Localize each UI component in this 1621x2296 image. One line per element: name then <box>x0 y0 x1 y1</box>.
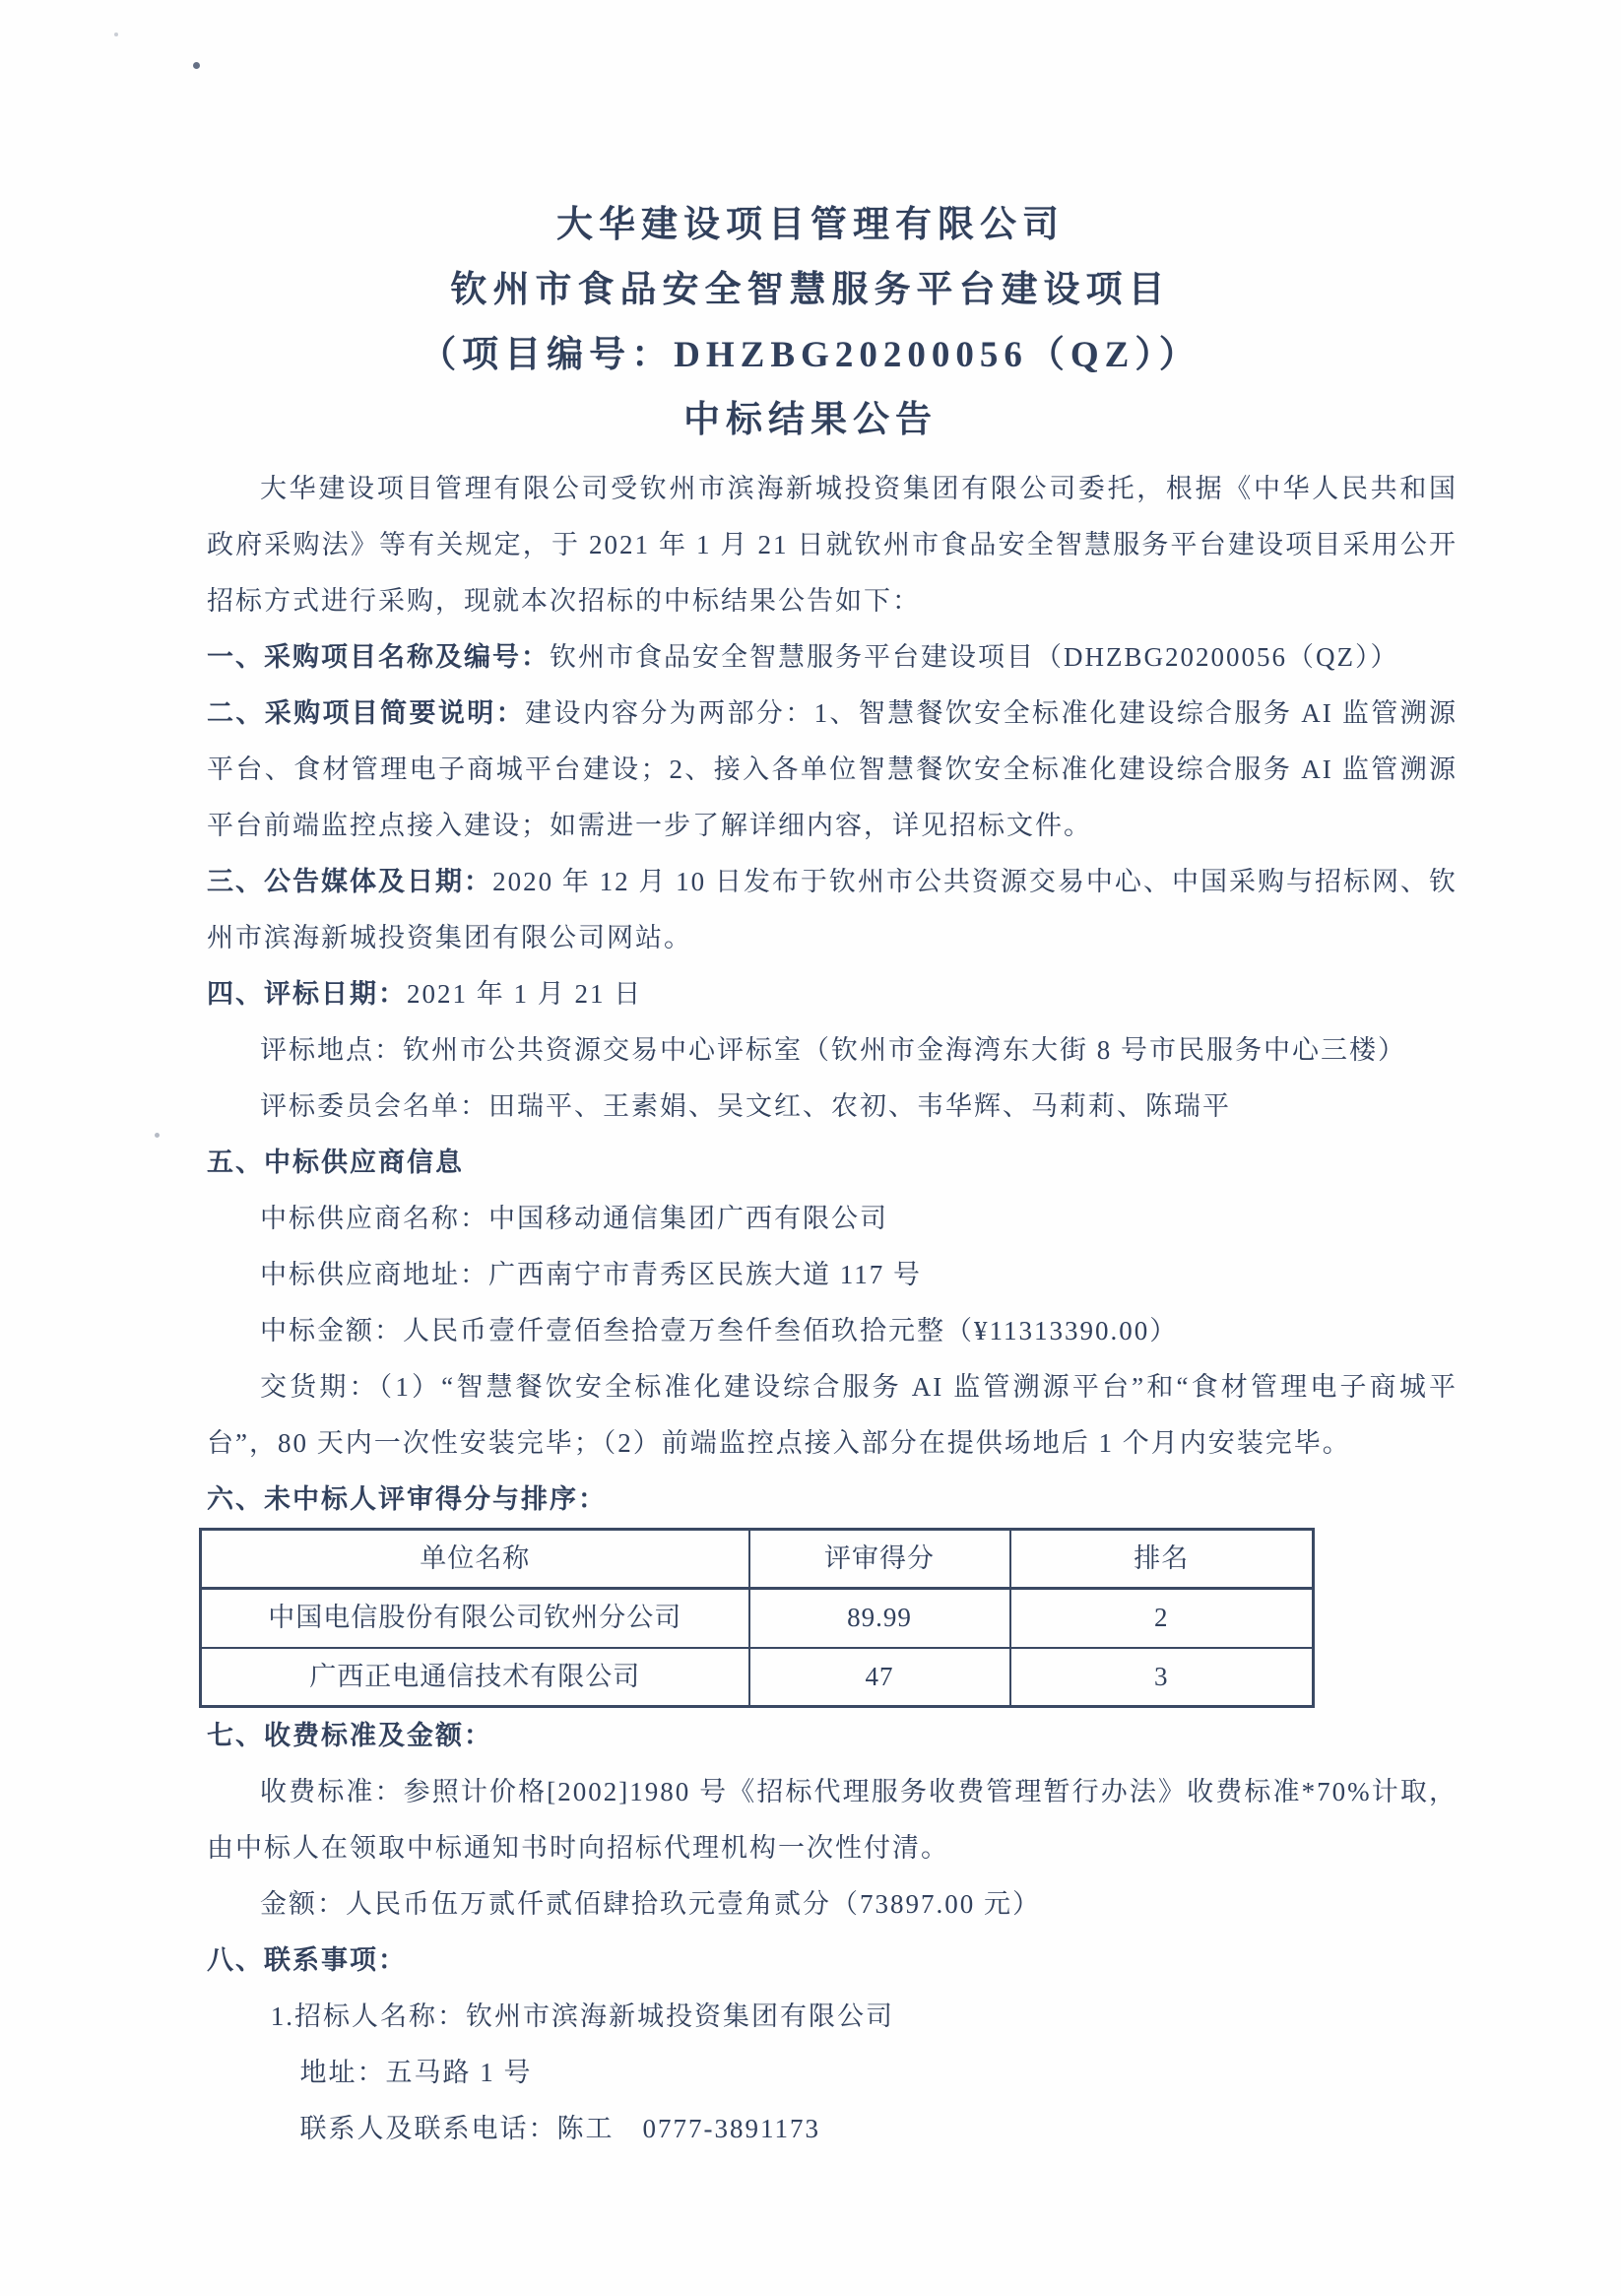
section-2-project-summary <box>207 686 1458 854</box>
section-3-announcement-media <box>207 854 1458 966</box>
section-1-project-name <box>207 629 1458 686</box>
section-6-heading: 六、未中标人评审得分与排序： <box>207 1484 607 1514</box>
delivery-terms: 交货期：（1）“智慧餐饮安全标准化建设综合服务 AI 监管溯源平台”和“食材管理电子商城平台”，80 天内一次性安装完毕；（2）前端监控点接入部分在提供场地后 1 个月内安装完毕。 <box>207 1372 1458 1458</box>
section-8-heading: 八、联系事项： <box>207 1945 407 1975</box>
tenderer-address: 地址：五马路 1 号 <box>299 2058 533 2087</box>
winning-supplier-address: 中标供应商地址：广西南宁市青秀区民族大道 117 号 <box>260 1260 922 1289</box>
intro-paragraph: 大华建设项目管理有限公司受钦州市滨海新城投资集团有限公司委托，根据《中华人民共和国政府采购法》等有关规定，于 2021 年 1 月 21 日就钦州市食品安全智慧服务平台建设项目采用公开招标方式进行采购，现就本次招标的中标结果公告如下： <box>207 474 1458 616</box>
section-7-heading: 七、收费标准及金额： <box>207 1721 492 1750</box>
table-row <box>201 1589 1314 1648</box>
scan-speck <box>155 1133 160 1138</box>
table-row <box>201 1648 1314 1707</box>
section-2-heading: 二、采购项目简要说明： <box>207 698 525 728</box>
bidder-score: 89.99 <box>749 1589 1010 1648</box>
evaluation-date: 2021 年 1 月 21 日 <box>407 979 643 1009</box>
fee-standard: 收费标准：参照计价格[2002]1980 号《招标代理服务收费管理暂行办法》收费标准*70%计取，由中标人在领取中标通知书时向招标代理机构一次性付清。 <box>207 1777 1458 1863</box>
section-1-text: 钦州市食品安全智慧服务平台建设项目（DHZBG20200056（QZ）） <box>550 642 1399 672</box>
column-header-score: 评审得分 <box>749 1530 1010 1589</box>
section-6-losing-bidders <box>207 1472 1458 1528</box>
bidder-score: 47 <box>749 1648 1010 1707</box>
section-4-evaluation-date <box>207 966 1458 1022</box>
bidder-rank: 3 <box>1010 1648 1314 1707</box>
section-5-heading: 五、中标供应商信息 <box>207 1148 464 1177</box>
evaluation-committee: 评标委员会名单：田瑞平、王素娟、吴文红、农初、韦华辉、马莉莉、陈瑞平 <box>260 1091 1231 1121</box>
evaluation-venue: 评标地点：钦州市公共资源交易中心评标室（钦州市金海湾东大街 8 号市民服务中心三楼） <box>260 1035 1406 1065</box>
agency-name-title: 大华建设项目管理有限公司 <box>556 205 1065 245</box>
section-3-heading: 三、公告媒体及日期： <box>207 867 493 896</box>
document-title-block <box>0 193 1621 453</box>
scan-speck <box>193 62 200 69</box>
section-5-winning-supplier <box>207 1135 1458 1191</box>
document-body <box>207 461 1458 2157</box>
scan-speck <box>114 33 118 36</box>
project-name-title: 钦州市食品安全智慧服务平台建设项目 <box>450 270 1171 310</box>
contact-person-phone: 联系人及联系电话：陈工 0777-3891173 <box>299 2114 820 2143</box>
section-1-heading: 一、采购项目名称及编号： <box>207 642 550 672</box>
winning-supplier-name: 中标供应商名称：中国移动通信集团广西有限公司 <box>260 1204 888 1233</box>
section-7-fees <box>207 1708 1458 1764</box>
fee-amount: 金额：人民币伍万贰仟贰佰肆拾玖元壹角贰分（73897.00 元） <box>260 1889 1041 1919</box>
winning-bid-amount: 中标金额：人民币壹仟壹佰叁拾壹万叁仟叁佰玖拾元整（¥11313390.00） <box>260 1316 1179 1345</box>
section-8-contact <box>207 1933 1458 1989</box>
section-4-heading: 四、评标日期： <box>207 979 407 1009</box>
section-3-text: 2020 年 12 月 10 日发布于钦州市公共资源交易中心、中国采购与招标网、钦州市滨海新城投资集团有限公司网站。 <box>207 867 1459 952</box>
column-header-unit-name: 单位名称 <box>201 1530 749 1589</box>
table-header-row <box>201 1530 1314 1589</box>
bidder-name: 广西正电通信技术有限公司 <box>201 1648 749 1707</box>
section-2-text: 建设内容分为两部分：1、智慧餐饮安全标准化建设综合服务 AI 监管溯源平台、食材管理电子商城平台建设；2、接入各单位智慧餐饮安全标准化建设综合服务 AI 监管溯源平台前端监控点接入建设；如需进一步了解详细内容，详见招标文件。 <box>207 698 1458 840</box>
bidder-rank: 2 <box>1010 1589 1314 1648</box>
losing-bidders-score-table <box>199 1528 1315 1708</box>
bidder-name: 中国电信股份有限公司钦州分公司 <box>201 1589 749 1648</box>
announcement-type-title: 中标结果公告 <box>683 400 938 440</box>
column-header-rank: 排名 <box>1010 1530 1314 1589</box>
project-number-title: （项目编号：DHZBG20200056（QZ）） <box>420 335 1201 375</box>
tenderer-name: 1.招标人名称：钦州市滨海新城投资集团有限公司 <box>270 2001 895 2031</box>
